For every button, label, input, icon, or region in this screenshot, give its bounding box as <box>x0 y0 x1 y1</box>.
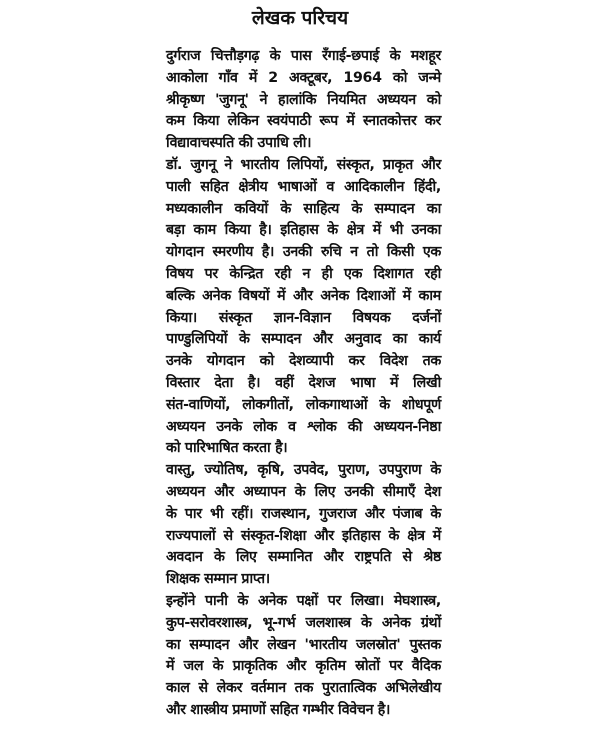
text-line: कम किया लेकिन स्वयंपाठी रूप में स्नातकोत्तर कर <box>166 113 441 130</box>
text-line: डॉ. जुगनू ने भारतीय लिपियों, संस्कृत, प्राकृत और <box>166 156 441 173</box>
text-line: में जल के प्राकृतिक और कृतिम स्रोतों पर वैदिक <box>166 658 441 675</box>
text-line: बड़ा काम किया है। इतिहास के क्षेत्र में भी उनका <box>166 222 441 239</box>
paragraph <box>166 46 441 155</box>
text-line: राज्यपालों से संस्कृत-शिक्षा और इतिहास के क्षेत्र में <box>166 527 441 544</box>
text-line: अवदान के लिए सम्मानित और राष्ट्रपति से श्रेष्ठ <box>166 549 441 566</box>
paragraph <box>166 155 441 460</box>
text-line: विस्तार देता है। वहीं देशज भाषा में लिखी <box>166 374 441 391</box>
text-line: अध्ययन और अध्यापन के लिए उनकी सीमाएँ देश <box>166 483 441 500</box>
text-line: का सम्पादन और लेखन 'भारतीय जलस्रोत' पुस्तक <box>166 636 441 653</box>
text-line: श्रीकृष्ण 'जुगनू' ने हालांकि नियमित अध्ययन को <box>166 91 441 108</box>
text-line: मध्यकालीन कवियों के साहित्य के सम्पादन का <box>166 200 441 217</box>
text-line: शिक्षक सम्मान प्राप्त। <box>166 571 270 588</box>
text-line: विषय पर केन्द्रित रही न ही एक दिशागत रही <box>166 265 441 282</box>
text-line: वास्तु, ज्योतिष, कृषि, उपवेद, पुराण, उपपुराण के <box>166 462 441 479</box>
author-bio <box>166 46 441 722</box>
text-line: इन्होंने पानी के अनेक पक्षों पर लिखा। मेघशास्त्र, <box>166 592 441 609</box>
text-line: बल्कि अनेक विषयों में और अनेक दिशाओं में काम <box>166 287 441 304</box>
text-line: के पार भी रहीं। राजस्थान, गुजराज और पंजाब के <box>166 505 441 522</box>
text-line: और शास्त्रीय प्रमाणों सहित गम्भीर विवेचन है। <box>166 701 391 718</box>
text-line: उनके योगदान को देशव्यापी कर विदेश तक <box>166 353 441 370</box>
text-line: कुप-सरोवरशास्त्र, भू-गर्भ जलशास्त्र के अनेक ग्रंथों <box>166 614 441 631</box>
text-line: पाण्डुलिपियों के सम्पादन और अनुवाद का कार्य <box>166 331 441 348</box>
text-line: काल से लेकर वर्तमान तक पुरातात्विक अभिलेखीय <box>166 680 441 697</box>
text-line: विद्यावाचस्पति की उपाधि ली। <box>166 135 312 152</box>
page-title: लेखक परिचय <box>251 7 349 29</box>
paragraph <box>166 460 441 591</box>
text-line: दुर्गराज चित्तौड़गढ़ के पास रँगाई-छपाई के मशहूर <box>166 48 441 64</box>
paragraph <box>166 591 441 722</box>
text-line: आकोला गाँव में 2 अक्टूबर, 1964 को जन्मे <box>166 69 441 86</box>
text-line: योगदान स्मरणीय है। उनकी रुचि न तो किसी एक <box>166 244 441 261</box>
text-line: को पारिभाषित करता है। <box>166 440 288 457</box>
text-line: पाली सहित क्षेत्रीय भाषाओं व आदिकालीन हिंदी, <box>166 178 441 195</box>
text-line: संत-वाणियों, लोकगीतों, लोकगाथाओं के शोधपूर्ण <box>166 396 441 413</box>
text-line: किया। संस्कृत ज्ञान-विज्ञान विषयक दर्जनों <box>166 309 441 326</box>
text-line: अध्ययन उनके लोक व श्लोक की अध्ययन-निष्ठा <box>166 418 441 435</box>
